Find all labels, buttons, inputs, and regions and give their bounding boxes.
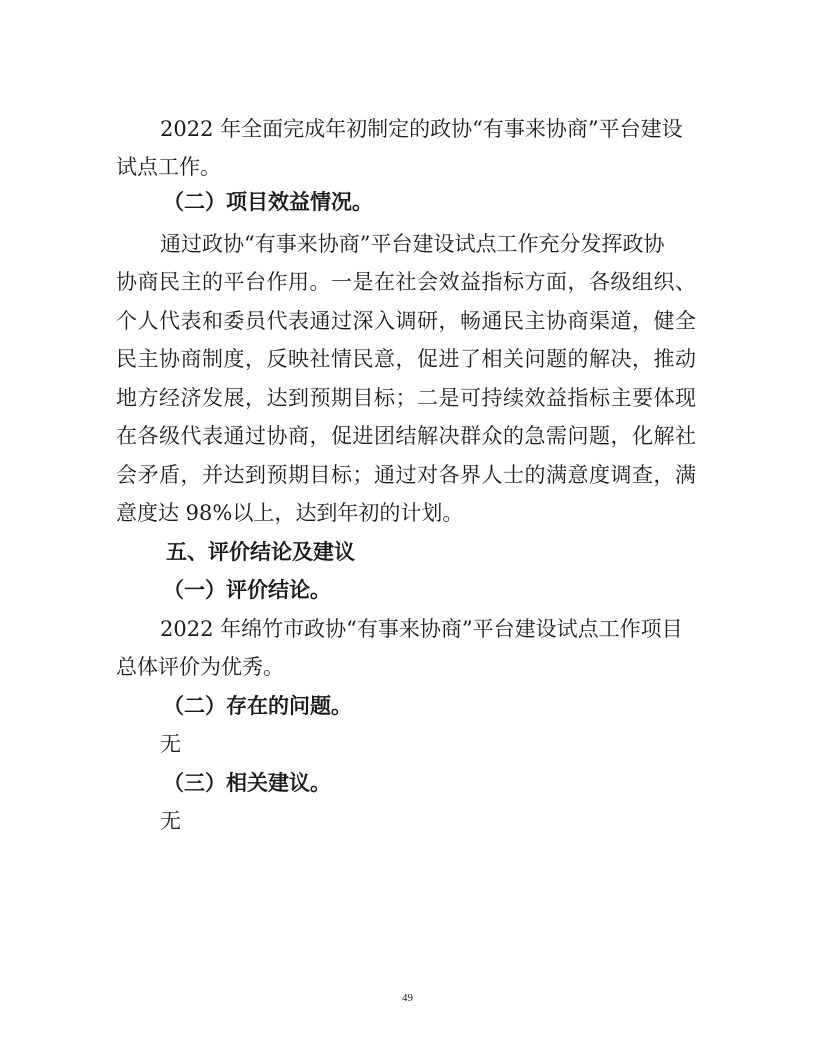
section-heading-evaluation: （一）评价结论。 bbox=[163, 578, 331, 602]
paragraph-line: 个人代表和委员代表通过深入调研，畅通民主协商渠道，健全 bbox=[116, 309, 696, 333]
section-heading-problems: （二）存在的问题。 bbox=[163, 694, 352, 718]
section-heading-conclusion: 五、评价结论及建议 bbox=[166, 540, 355, 564]
paragraph-line: 无 bbox=[160, 809, 181, 833]
paragraph-line: 试点工作。 bbox=[116, 155, 221, 179]
paragraph-line: 地方经济发展，达到预期目标；二是可持续效益指标主要体现 bbox=[116, 386, 696, 410]
paragraph-line: 在各级代表通过协商，促进团结解决群众的急需问题，化解社 bbox=[116, 424, 696, 448]
section-heading-suggestions: （三）相关建议。 bbox=[163, 771, 331, 795]
paragraph-line: 意度达 98%以上，达到年初的计划。 bbox=[116, 501, 464, 525]
paragraph-line: 总体评价为优秀。 bbox=[116, 655, 284, 679]
paragraph-line: 2022 年全面完成年初制定的政协“有事来协商”平台建设 bbox=[160, 117, 683, 141]
paragraph-line: 会矛盾，并达到预期目标；通过对各界人士的满意度调查，满 bbox=[116, 463, 696, 487]
paragraph-line: 无 bbox=[160, 732, 181, 756]
section-heading-project-benefits: （二）项目效益情况。 bbox=[163, 190, 373, 214]
paragraph-line: 2022 年绵竹市政协“有事来协商”平台建设试点工作项目 bbox=[160, 617, 683, 641]
page-number: 49 bbox=[402, 992, 413, 1004]
paragraph-line: 民主协商制度，反映社情民意，促进了相关问题的解决，推动 bbox=[116, 347, 696, 371]
paragraph-line: 协商民主的平台作用。一是在社会效益指标方面，各级组织、 bbox=[116, 270, 696, 294]
paragraph-line: 通过政协“有事来协商”平台建设试点工作充分发挥政协 bbox=[160, 232, 665, 256]
